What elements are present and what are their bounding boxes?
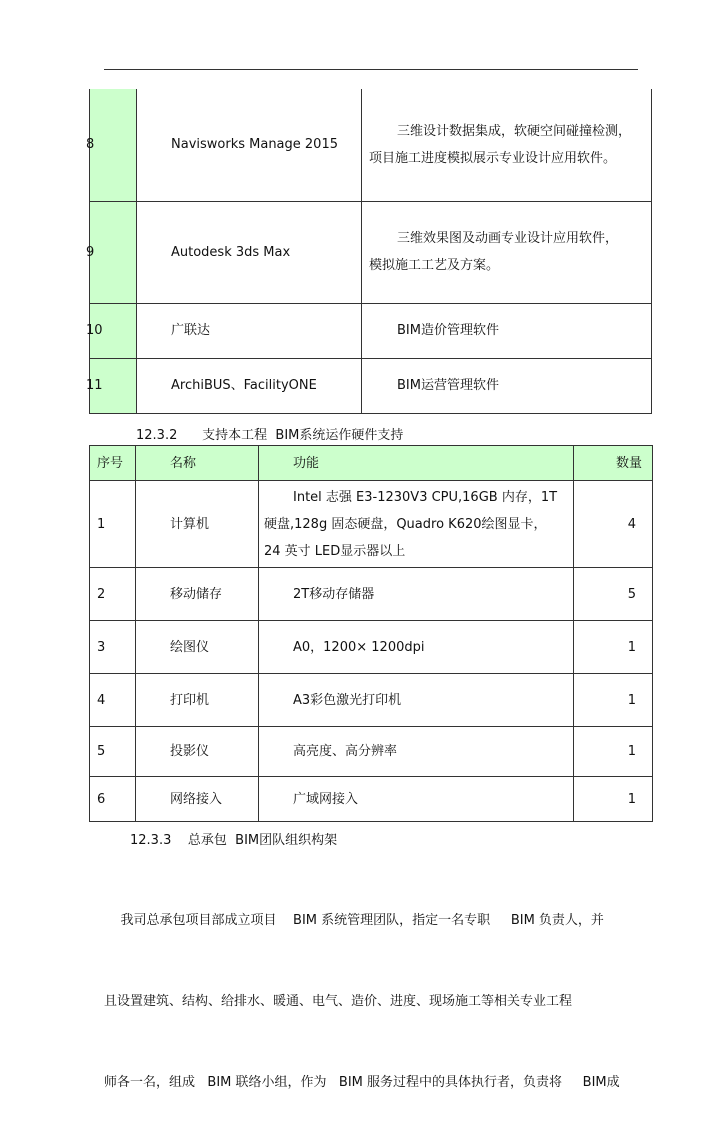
table-row: [90, 201, 652, 303]
software-table: [86, 89, 652, 414]
section-number: 12.3.2: [136, 428, 178, 443]
device-quantity: 1: [574, 727, 653, 777]
paragraph-line: 师各一名，组成 BIM 联络小组，作为 BIM 服务过程中的具体执行者，负责将 BIM成: [104, 1075, 620, 1090]
device-name: 绘图仪: [136, 621, 259, 674]
row-number: 5: [90, 727, 136, 777]
software-description: [362, 201, 652, 303]
row-number: 4: [90, 674, 136, 727]
body-paragraph: [104, 853, 644, 1123]
device-quantity: 5: [574, 568, 653, 621]
table-row: [90, 303, 652, 358]
hardware-table: [89, 445, 653, 822]
table-row: [90, 621, 653, 674]
software-name: Autodesk 3ds Max: [137, 201, 362, 303]
table-row: [90, 674, 653, 727]
table-header-row: [90, 446, 653, 481]
device-function: A3彩色激光打印机: [259, 674, 574, 727]
row-number: 8: [90, 89, 137, 201]
software-name: 广联达: [137, 303, 362, 358]
row-number: 1: [90, 481, 136, 568]
device-quantity: 1: [574, 674, 653, 727]
description-line: 三维效果图及动画专业设计应用软件，: [397, 231, 619, 246]
device-quantity: 1: [574, 621, 653, 674]
section-title: 支持本工程 BIM系统运作硬件支持: [202, 428, 404, 443]
description-line: 项目施工进度模拟展示专业设计应用软件。: [369, 150, 617, 166]
row-number: 11: [90, 358, 137, 413]
device-name: 移动储存: [136, 568, 259, 621]
function-line: 24 英寸 LED显示器以上: [264, 543, 406, 559]
device-name: 计算机: [136, 481, 259, 568]
description-line: 三维设计数据集成，软硬空间碰撞检测，: [397, 123, 632, 139]
row-number: 10: [90, 303, 137, 358]
row-number: 6: [90, 777, 136, 822]
table-row: [90, 568, 653, 621]
header-index: 序号: [90, 446, 136, 481]
table-row: [90, 89, 652, 201]
section-number: 12.3.3: [130, 833, 172, 848]
header-function: 功能: [259, 446, 574, 481]
device-function: A0，1200× 1200dpi: [259, 621, 574, 674]
software-description: [362, 303, 652, 358]
paragraph-line: 且设置建筑、结构、给排水、暖通、电气、造价、进度、现场施工等相关专业工程: [104, 994, 573, 1009]
software-name: ArchiBUS、FacilityONE: [137, 358, 362, 413]
paragraph-line: 我司总承包项目部成立项目 BIM 系统管理团队，指定一名专职 BIM 负责人，并: [104, 913, 604, 928]
table-row: [90, 727, 653, 777]
device-quantity: 1: [574, 777, 653, 822]
header-rule: [104, 69, 638, 70]
row-number: 9: [90, 201, 137, 303]
device-function: [259, 481, 574, 568]
software-description: [362, 89, 652, 201]
section-heading-12-3-2: [136, 424, 403, 443]
header-name: 名称: [136, 446, 259, 481]
table-row: [90, 777, 653, 822]
row-number: 2: [90, 568, 136, 621]
section-title: 总承包 BIM团队组织构架: [187, 833, 338, 848]
description-line: BIM运营管理软件: [397, 378, 499, 393]
table-row: [90, 481, 653, 568]
function-line: Intel 志强 E3-1230V3 CPU,16GB 内存，1T: [293, 489, 558, 505]
software-name: Navisworks Manage 2015: [137, 89, 362, 201]
device-name: 打印机: [136, 674, 259, 727]
table-row: [90, 358, 652, 413]
device-quantity: 4: [574, 481, 653, 568]
row-number: 3: [90, 621, 136, 674]
description-line: BIM造价管理软件: [397, 323, 499, 338]
software-description: [362, 358, 652, 413]
device-name: 投影仪: [136, 727, 259, 777]
header-quantity: 数量: [574, 446, 653, 481]
function-line: 硬盘,128g 固态硬盘，Quadro K620绘图显卡，: [264, 516, 547, 532]
device-function: 高亮度、高分辨率: [259, 727, 574, 777]
device-function: 2T移动存储器: [259, 568, 574, 621]
device-function: 广域网接入: [259, 777, 574, 822]
description-line: 模拟施工工艺及方案。: [369, 258, 500, 273]
device-name: 网络接入: [136, 777, 259, 822]
section-heading-12-3-3: [130, 829, 337, 848]
